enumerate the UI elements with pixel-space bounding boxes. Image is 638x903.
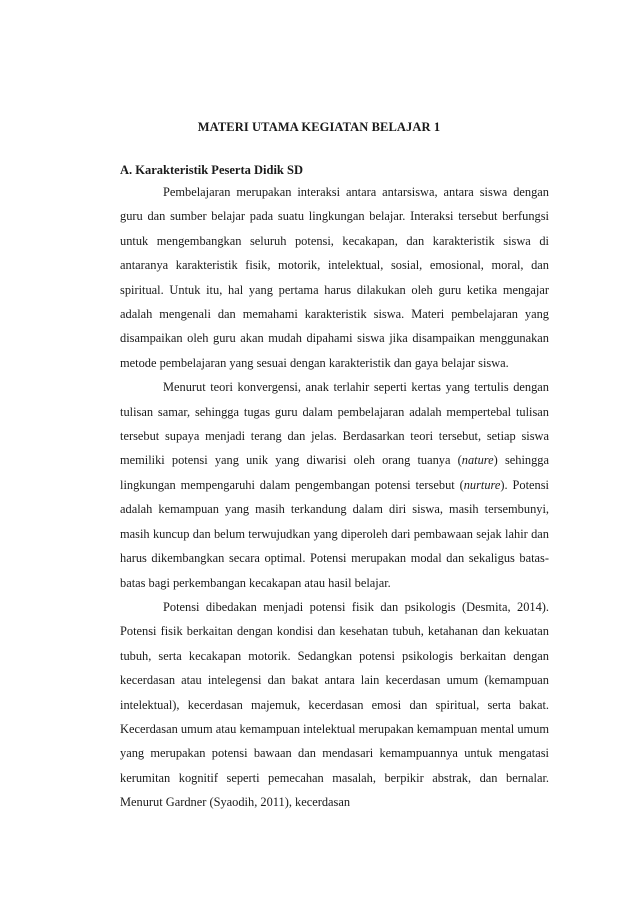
paragraph-text: Pembelajaran merupakan interaksi antara antarsiswa, antara siswa dengan guru dan sumber belajar pada suatu lingkungan belajar. Interaksi tersebut berfungsi untuk mengembangkan seluruh potensi, kecakapan, dan karakteristik siswa di antaranya karakteristik fisik, motorik, intelektual, sosial, emosional, moral, dan spiritual. Untuk itu, hal yang pertama harus dilakukan oleh guru ketika mengajar adalah mengenali dan memahami karakteristik siswa. Materi pembelajaran yang disampaikan oleh guru akan mudah dipahami siswa jika disampaikan menggunakan metode pembelajaran yang sesuai dengan karakteristik dan gaya belajar siswa. xyxy=(120,185,549,370)
paragraph-text: Menurut teori konvergensi, anak terlahir seperti kertas yang tertulis dengan tulisan samar, sehingga tugas guru dalam pembelajaran adalah mempertebal tulisan tersebut supaya menjadi terang dan jelas. Berdasarkan teori tersebut, setiap siswa memiliki potensi yang unik yang diwarisi oleh orang tuanya ( xyxy=(120,380,549,468)
section-heading: A. Karakteristik Peserta Didik SD xyxy=(120,163,303,177)
body-text xyxy=(120,180,549,815)
page-title: MATERI UTAMA KEGIATAN BELAJAR 1 xyxy=(197,120,441,134)
paragraph-text: ). Potensi adalah kemampuan yang masih terkandung dalam diri siswa, masih tersembunyi, masih kuncup dan belum terwujudkan yang diperoleh dari pembawaan sejak lahir dan harus dikembangkan secara optimal. Potensi merupakan modal dan sekaligus batas-batas bagi perkembangan kecakapan atau hasil belajar. xyxy=(120,477,550,590)
italic-term: nurture xyxy=(463,477,501,492)
paragraph xyxy=(120,375,549,595)
paragraph xyxy=(120,180,549,375)
paragraph-text: Potensi dibedakan menjadi potensi fisik dan psikologis (Desmita, 2014). Potensi fisik berkaitan dengan kondisi dan kesehatan tubuh, ketahanan dan kekuatan tubuh, serta kecakapan motorik. Sedangkan potensi psikologis berkaitan dengan kecerdasan atau intelegensi dan bakat antara lain kecerdasan umum (kemampuan intelektual), kecerdasan majemuk, kecerdasan emosi dan spiritual, serta bakat. Kecerdasan umum atau kemampuan intelektual merupakan kemampuan mental umum yang merupakan potensi bawaan dan mendasari kemampuannya untuk mengatasi kerumitan kognitif seperti pemecahan masalah, berpikir abstrak, dan bernalar. Menurut Gardner (Syaodih, 2011), kecerdasan xyxy=(120,599,549,810)
italic-term: nature xyxy=(461,453,494,468)
paragraph xyxy=(120,595,549,815)
paragraph-text: ) sehingga lingkungan mempengaruhi dalam pengembangan potensi tersebut ( xyxy=(120,453,549,492)
